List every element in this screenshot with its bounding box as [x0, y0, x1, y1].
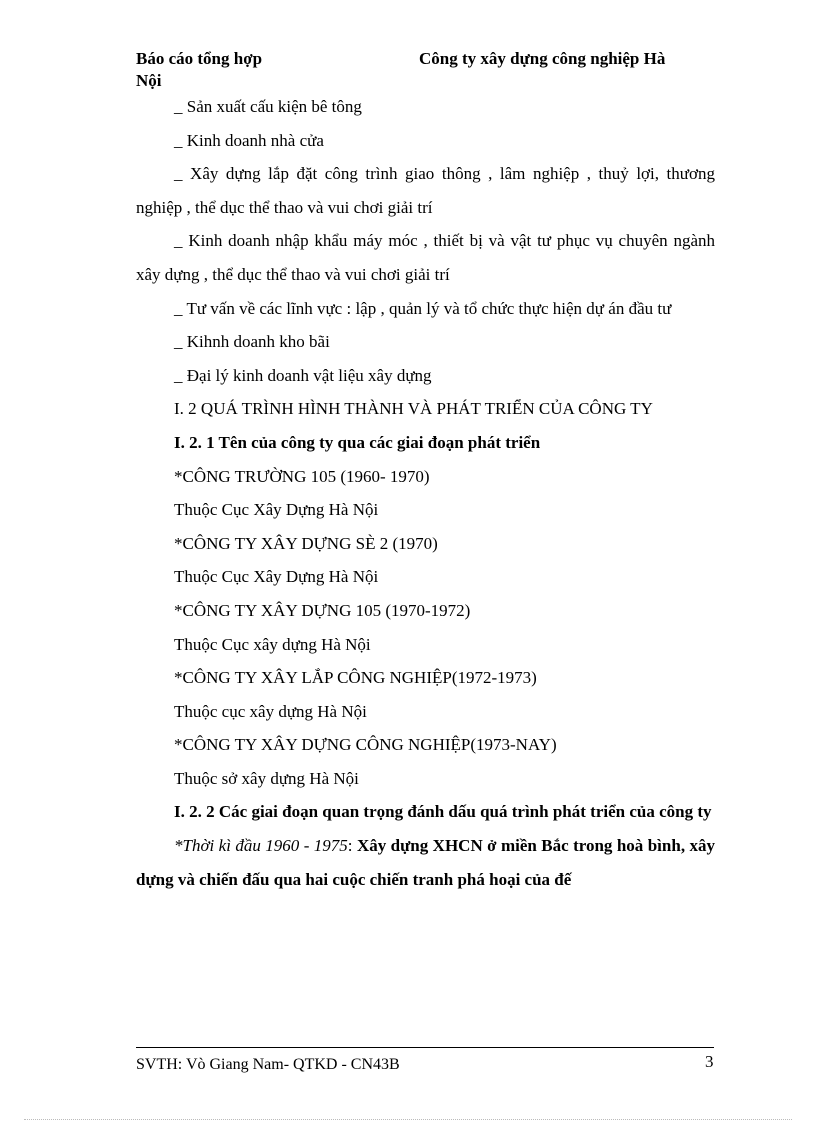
company-name-1: *CÔNG TRƯỜNG 105 (1960- 1970) — [174, 466, 430, 486]
company-name-1-owner: Thuộc Cục Xây Dựng Hà Nội — [174, 500, 379, 520]
business-line-import: _ Kinh doanh nhập khẩu máy móc , thiết bị và vật tư phục vụ chuyên ngành xây dựng , thể dục thể thao và vui chơi giải trí — [136, 231, 715, 284]
company-name-4: *CÔNG TY XÂY LẮP CÔNG NGHIỆP(1972-1973) — [174, 668, 537, 688]
company-name-4-owner: Thuộc cục xây dựng Hà Nội — [174, 701, 367, 721]
company-name-5: *CÔNG TY XÂY DỰNG CÔNG NGHIỆP(1973-NAY) — [174, 735, 557, 755]
footer-divider — [136, 1047, 714, 1048]
header-company-name: Công ty xây dựng công nghiệp Hà — [419, 49, 666, 68]
company-name-3-owner: Thuộc Cục xây dựng Hà Nội — [174, 634, 371, 654]
subsection-heading-milestones: I. 2. 2 Các giai đoạn quan trọng đánh dấu quá trình phát triển của công ty — [174, 802, 712, 822]
business-line-construction: _ Xây dựng lắp đặt công trình giao thông , lâm nghiệp , thuỷ lợi, thương nghiệp , thể dục thể thao và vui chơi giải trí — [136, 164, 715, 217]
header-company-name-cont: Nội — [136, 71, 162, 90]
page-number: 3 — [705, 1052, 714, 1071]
period-paragraph — [136, 829, 715, 896]
header-report-title: Báo cáo tổng hợp — [136, 49, 263, 68]
section-heading: I. 2 QUÁ TRÌNH HÌNH THÀNH VÀ PHÁT TRIỂN CỦA CÔNG TY — [174, 399, 653, 419]
period-description: Xây dựng XHCN ở miền Bắc trong hoà bình, xây dựng và chiến đấu qua hai cuộc chiến tranh phá hoại của đế — [136, 836, 715, 889]
business-line-housing: _ Kinh doanh nhà cửa — [174, 130, 324, 150]
subsection-heading-names: I. 2. 1 Tên của công ty qua các giai đoạn phát triển — [174, 432, 541, 452]
period-label: *Thời kì đầu 1960 - 1975 — [174, 836, 348, 856]
footer-author: SVTH: Vò Giang Nam- QTKD - CN43B — [136, 1056, 400, 1073]
business-line-concrete: _ Sản xuất cấu kiện bê tông — [174, 97, 362, 116]
period-separator: : — [347, 836, 357, 856]
business-line-consulting: _ Tư vấn về các lĩnh vực : lập , quản lý và tổ chức thực hiện dự án đầu tư — [174, 298, 672, 318]
business-line-materials: _ Đại lý kinh doanh vật liệu xây dựng — [174, 365, 432, 385]
business-line-warehouse: _ Kihnh doanh kho bãi — [174, 332, 330, 352]
company-name-2: *CÔNG TY XÂY DỰNG SÈ 2 (1970) — [174, 533, 438, 553]
company-name-2-owner: Thuộc Cục Xây Dựng Hà Nội — [174, 567, 379, 587]
company-name-5-owner: Thuộc sở xây dựng Hà Nội — [174, 768, 359, 788]
document-body — [136, 90, 715, 896]
page-edge-divider — [24, 1119, 792, 1120]
company-name-3: *CÔNG TY XÂY DỰNG 105 (1970-1972) — [174, 600, 471, 620]
